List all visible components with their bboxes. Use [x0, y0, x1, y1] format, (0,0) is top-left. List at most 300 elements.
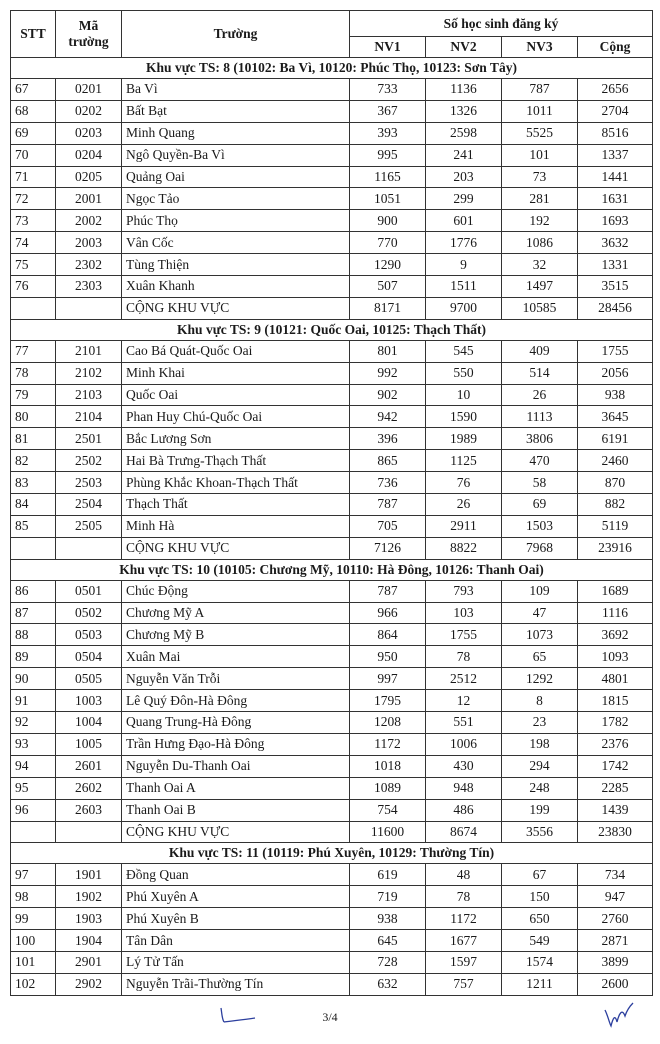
table-row [11, 210, 653, 232]
school-code-cell: 2302 [56, 254, 122, 276]
nv1-cell: 1051 [350, 188, 426, 210]
nv1-cell: 1172 [350, 733, 426, 755]
nv1-cell: 1795 [350, 690, 426, 712]
stt-cell: 88 [11, 624, 56, 646]
school-name-cell: Minh Hà [122, 515, 350, 537]
school-code-cell: 2504 [56, 494, 122, 516]
school-name-cell: Lý Tử Tấn [122, 951, 350, 973]
nv3-cell: 65 [502, 646, 578, 668]
school-code-cell: 2001 [56, 188, 122, 210]
total-label: CỘNG KHU VỰC [122, 821, 350, 843]
total-cell: 2056 [578, 362, 653, 384]
total-cell: 1755 [578, 340, 653, 362]
nv1-cell: 1290 [350, 254, 426, 276]
school-name-cell: Tân Dân [122, 930, 350, 952]
stt-cell: 77 [11, 340, 56, 362]
nv1-cell: 864 [350, 624, 426, 646]
section-row [11, 58, 653, 79]
table-row [11, 384, 653, 406]
nv1-cell: 719 [350, 886, 426, 908]
nv3-cell: 281 [502, 188, 578, 210]
stt-cell: 97 [11, 864, 56, 886]
total-cell: 6191 [578, 428, 653, 450]
nv3-cell: 101 [502, 144, 578, 166]
nv3-cell: 67 [502, 864, 578, 886]
school-code-cell: 1004 [56, 712, 122, 734]
header-truong: Trường [122, 11, 350, 58]
nv1-cell: 865 [350, 450, 426, 472]
school-code-cell: 2104 [56, 406, 122, 428]
stt-cell: 85 [11, 515, 56, 537]
nv2-cell: 2512 [426, 668, 502, 690]
nv1-cell: 619 [350, 864, 426, 886]
school-code-cell: 2002 [56, 210, 122, 232]
nv2-cell: 299 [426, 188, 502, 210]
table-row [11, 428, 653, 450]
school-code-cell: 0202 [56, 100, 122, 122]
total-cell: 1439 [578, 799, 653, 821]
stt-cell: 75 [11, 254, 56, 276]
total-cell: 2760 [578, 908, 653, 930]
nv2-cell: 1136 [426, 79, 502, 101]
total-cell: 8516 [578, 122, 653, 144]
table-row [11, 973, 653, 995]
school-name-cell: Bất Bạt [122, 100, 350, 122]
empty-cell [56, 821, 122, 843]
school-name-cell: Minh Khai [122, 362, 350, 384]
school-code-cell: 2102 [56, 362, 122, 384]
stt-cell: 90 [11, 668, 56, 690]
school-code-cell: 2101 [56, 340, 122, 362]
school-code-cell: 0204 [56, 144, 122, 166]
school-code-cell: 2501 [56, 428, 122, 450]
table-row [11, 690, 653, 712]
table-row [11, 450, 653, 472]
total-cell: 1331 [578, 254, 653, 276]
stt-cell: 81 [11, 428, 56, 450]
table-row [11, 100, 653, 122]
stt-cell: 79 [11, 384, 56, 406]
nv2-cell: 1326 [426, 100, 502, 122]
nv2-cell: 203 [426, 166, 502, 188]
stt-cell: 80 [11, 406, 56, 428]
stt-cell: 96 [11, 799, 56, 821]
stt-cell: 91 [11, 690, 56, 712]
school-code-cell: 1902 [56, 886, 122, 908]
header-group: Số học sinh đăng ký [350, 11, 653, 37]
school-name-cell: Minh Quang [122, 122, 350, 144]
stt-cell: 89 [11, 646, 56, 668]
school-code-cell: 0504 [56, 646, 122, 668]
school-code-cell: 1903 [56, 908, 122, 930]
nv1-cell: 393 [350, 122, 426, 144]
nv1-cell: 966 [350, 602, 426, 624]
school-name-cell: Thạch Thất [122, 494, 350, 516]
school-name-cell: Ngô Quyền-Ba Vì [122, 144, 350, 166]
nv1-cell: 900 [350, 210, 426, 232]
initial-signature-right [600, 1000, 636, 1030]
nv2-cell: 12 [426, 690, 502, 712]
stt-cell: 86 [11, 580, 56, 602]
school-code-cell: 2003 [56, 232, 122, 254]
school-code-cell: 1003 [56, 690, 122, 712]
school-name-cell: Nguyễn Văn Trỗi [122, 668, 350, 690]
nv1-cell: 396 [350, 428, 426, 450]
nv1-cell: 645 [350, 930, 426, 952]
stt-cell: 72 [11, 188, 56, 210]
table-row [11, 799, 653, 821]
total-cell: 5119 [578, 515, 653, 537]
school-code-cell: 0502 [56, 602, 122, 624]
empty-cell [11, 537, 56, 559]
stt-cell: 87 [11, 602, 56, 624]
table-row [11, 602, 653, 624]
registration-table [10, 10, 653, 996]
nv2-cell: 48 [426, 864, 502, 886]
total-cell: 2704 [578, 100, 653, 122]
table-row [11, 624, 653, 646]
nv1-cell: 787 [350, 494, 426, 516]
section-title: Khu vực TS: 9 (10121: Quốc Oai, 10125: Thạch Thất) [11, 319, 653, 340]
table-row [11, 580, 653, 602]
nv2-cell: 10 [426, 384, 502, 406]
nv1-cell: 950 [350, 646, 426, 668]
header-cong: Cộng [578, 37, 653, 58]
school-name-cell: Thanh Oai B [122, 799, 350, 821]
nv2-cell: 2911 [426, 515, 502, 537]
table-row [11, 886, 653, 908]
nv3-cell: 1503 [502, 515, 578, 537]
nv3-cell: 549 [502, 930, 578, 952]
stt-cell: 78 [11, 362, 56, 384]
stt-cell: 95 [11, 777, 56, 799]
nv3-cell: 198 [502, 733, 578, 755]
total-nv2: 8674 [426, 821, 502, 843]
school-code-cell: 2502 [56, 450, 122, 472]
table-row [11, 930, 653, 952]
nv3-cell: 26 [502, 384, 578, 406]
total-cell: 1441 [578, 166, 653, 188]
total-cell: 2285 [578, 777, 653, 799]
stt-cell: 70 [11, 144, 56, 166]
school-name-cell: Quốc Oai [122, 384, 350, 406]
nv2-cell: 78 [426, 646, 502, 668]
stt-cell: 68 [11, 100, 56, 122]
table-row [11, 668, 653, 690]
nv3-cell: 248 [502, 777, 578, 799]
total-cell: 1631 [578, 188, 653, 210]
total-cell: 947 [578, 886, 653, 908]
total-cell: 2871 [578, 930, 653, 952]
table-row [11, 472, 653, 494]
school-name-cell: Ba Vì [122, 79, 350, 101]
nv2-cell: 26 [426, 494, 502, 516]
empty-cell [11, 297, 56, 319]
nv3-cell: 1292 [502, 668, 578, 690]
nv3-cell: 199 [502, 799, 578, 821]
stt-cell: 74 [11, 232, 56, 254]
empty-cell [56, 537, 122, 559]
total-cell: 1116 [578, 602, 653, 624]
total-cell: 1689 [578, 580, 653, 602]
total-nv2: 8822 [426, 537, 502, 559]
nv2-cell: 1755 [426, 624, 502, 646]
total-cell: 4801 [578, 668, 653, 690]
total-cell: 734 [578, 864, 653, 886]
total-cell: 3515 [578, 276, 653, 298]
table-row [11, 188, 653, 210]
nv1-cell: 367 [350, 100, 426, 122]
nv2-cell: 241 [426, 144, 502, 166]
total-cell: 2656 [578, 79, 653, 101]
school-name-cell: Lê Quý Đôn-Hà Đông [122, 690, 350, 712]
school-name-cell: Thanh Oai A [122, 777, 350, 799]
total-nv3: 7968 [502, 537, 578, 559]
table-row [11, 276, 653, 298]
table-row [11, 755, 653, 777]
empty-cell [56, 297, 122, 319]
school-code-cell: 0203 [56, 122, 122, 144]
nv1-cell: 995 [350, 144, 426, 166]
school-code-cell: 0505 [56, 668, 122, 690]
school-name-cell: Nguyễn Trãi-Thường Tín [122, 973, 350, 995]
nv3-cell: 650 [502, 908, 578, 930]
total-cell: 3899 [578, 951, 653, 973]
nv3-cell: 1073 [502, 624, 578, 646]
nv3-cell: 1011 [502, 100, 578, 122]
school-name-cell: Nguyễn Du-Thanh Oai [122, 755, 350, 777]
nv2-cell: 1172 [426, 908, 502, 930]
school-code-cell: 2901 [56, 951, 122, 973]
nv2-cell: 1590 [426, 406, 502, 428]
nv1-cell: 507 [350, 276, 426, 298]
nv3-cell: 192 [502, 210, 578, 232]
section-total-row [11, 537, 653, 559]
school-code-cell: 1904 [56, 930, 122, 952]
empty-cell [11, 821, 56, 843]
nv3-cell: 47 [502, 602, 578, 624]
stt-cell: 71 [11, 166, 56, 188]
table-row [11, 515, 653, 537]
school-name-cell: Đồng Quan [122, 864, 350, 886]
page-number: 3/4 [322, 1010, 338, 1024]
school-code-cell: 1901 [56, 864, 122, 886]
nv1-cell: 938 [350, 908, 426, 930]
nv1-cell: 632 [350, 973, 426, 995]
nv1-cell: 801 [350, 340, 426, 362]
nv2-cell: 2598 [426, 122, 502, 144]
nv1-cell: 770 [350, 232, 426, 254]
table-row [11, 908, 653, 930]
nv1-cell: 942 [350, 406, 426, 428]
school-name-cell: Phú Xuyên A [122, 886, 350, 908]
nv2-cell: 1677 [426, 930, 502, 952]
total-nv3: 10585 [502, 297, 578, 319]
nv1-cell: 733 [350, 79, 426, 101]
table-row [11, 646, 653, 668]
nv3-cell: 69 [502, 494, 578, 516]
nv2-cell: 1125 [426, 450, 502, 472]
school-code-cell: 2601 [56, 755, 122, 777]
school-code-cell: 2603 [56, 799, 122, 821]
nv2-cell: 948 [426, 777, 502, 799]
total-label: CỘNG KHU VỰC [122, 537, 350, 559]
school-name-cell: Xuân Mai [122, 646, 350, 668]
stt-cell: 67 [11, 79, 56, 101]
nv2-cell: 545 [426, 340, 502, 362]
stt-cell: 101 [11, 951, 56, 973]
header-stt: STT [11, 11, 56, 58]
stt-cell: 73 [11, 210, 56, 232]
nv2-cell: 9 [426, 254, 502, 276]
nv2-cell: 430 [426, 755, 502, 777]
nv2-cell: 601 [426, 210, 502, 232]
school-name-cell: Vân Cốc [122, 232, 350, 254]
stt-cell: 82 [11, 450, 56, 472]
total-cell: 3645 [578, 406, 653, 428]
school-name-cell: Chúc Động [122, 580, 350, 602]
total-cell: 870 [578, 472, 653, 494]
nv2-cell: 1776 [426, 232, 502, 254]
nv3-cell: 23 [502, 712, 578, 734]
nv2-cell: 1511 [426, 276, 502, 298]
total-cell: 3692 [578, 624, 653, 646]
total-cong: 28456 [578, 297, 653, 319]
nv2-cell: 550 [426, 362, 502, 384]
table-row [11, 144, 653, 166]
section-title: Khu vực TS: 8 (10102: Ba Vì, 10120: Phúc Thọ, 10123: Sơn Tây) [11, 58, 653, 79]
school-code-cell: 0201 [56, 79, 122, 101]
nv2-cell: 793 [426, 580, 502, 602]
total-cell: 3632 [578, 232, 653, 254]
nv3-cell: 1113 [502, 406, 578, 428]
nv3-cell: 294 [502, 755, 578, 777]
total-nv1: 7126 [350, 537, 426, 559]
school-name-cell: Quang Trung-Hà Đông [122, 712, 350, 734]
school-code-cell: 0501 [56, 580, 122, 602]
school-code-cell: 2902 [56, 973, 122, 995]
school-name-cell: Bắc Lương Sơn [122, 428, 350, 450]
table-row [11, 340, 653, 362]
table-row [11, 712, 653, 734]
nv1-cell: 754 [350, 799, 426, 821]
table-row [11, 166, 653, 188]
table-body [11, 58, 653, 996]
nv1-cell: 902 [350, 384, 426, 406]
stt-cell: 100 [11, 930, 56, 952]
section-row [11, 559, 653, 580]
nv3-cell: 1497 [502, 276, 578, 298]
section-total-row [11, 821, 653, 843]
nv1-cell: 992 [350, 362, 426, 384]
initial-signature-left [218, 1006, 258, 1026]
stt-cell: 93 [11, 733, 56, 755]
school-code-cell: 2303 [56, 276, 122, 298]
school-name-cell: Tùng Thiện [122, 254, 350, 276]
table-row [11, 864, 653, 886]
total-nv1: 11600 [350, 821, 426, 843]
nv3-cell: 58 [502, 472, 578, 494]
stt-cell: 99 [11, 908, 56, 930]
school-name-cell: Phúc Thọ [122, 210, 350, 232]
school-name-cell: Phan Huy Chú-Quốc Oai [122, 406, 350, 428]
nv2-cell: 1989 [426, 428, 502, 450]
nv2-cell: 551 [426, 712, 502, 734]
school-code-cell: 1005 [56, 733, 122, 755]
stt-cell: 102 [11, 973, 56, 995]
school-code-cell: 0205 [56, 166, 122, 188]
nv1-cell: 1089 [350, 777, 426, 799]
nv1-cell: 997 [350, 668, 426, 690]
table-row [11, 494, 653, 516]
nv2-cell: 76 [426, 472, 502, 494]
header-nv1: NV1 [350, 37, 426, 58]
total-cell: 2460 [578, 450, 653, 472]
stt-cell: 94 [11, 755, 56, 777]
total-nv3: 3556 [502, 821, 578, 843]
table-row [11, 406, 653, 428]
stt-cell: 83 [11, 472, 56, 494]
school-code-cell: 2503 [56, 472, 122, 494]
total-cong: 23916 [578, 537, 653, 559]
total-cell: 1093 [578, 646, 653, 668]
nv3-cell: 73 [502, 166, 578, 188]
stt-cell: 92 [11, 712, 56, 734]
school-code-cell: 2602 [56, 777, 122, 799]
table-row [11, 232, 653, 254]
nv1-cell: 1018 [350, 755, 426, 777]
stt-cell: 76 [11, 276, 56, 298]
table-row [11, 777, 653, 799]
section-title: Khu vực TS: 10 (10105: Chương Mỹ, 10110: Hà Đông, 10126: Thanh Oai) [11, 559, 653, 580]
nv3-cell: 32 [502, 254, 578, 276]
nv2-cell: 1006 [426, 733, 502, 755]
table-row [11, 79, 653, 101]
table-row [11, 122, 653, 144]
stt-cell: 69 [11, 122, 56, 144]
school-name-cell: Trần Hưng Đạo-Hà Đông [122, 733, 350, 755]
school-name-cell: Hai Bà Trưng-Thạch Thất [122, 450, 350, 472]
school-name-cell: Cao Bá Quát-Quốc Oai [122, 340, 350, 362]
school-code-cell: 2505 [56, 515, 122, 537]
nv3-cell: 470 [502, 450, 578, 472]
nv2-cell: 78 [426, 886, 502, 908]
school-code-cell: 2103 [56, 384, 122, 406]
nv2-cell: 486 [426, 799, 502, 821]
nv3-cell: 514 [502, 362, 578, 384]
school-name-cell: Phùng Khắc Khoan-Thạch Thất [122, 472, 350, 494]
nv3-cell: 5525 [502, 122, 578, 144]
header-nv3: NV3 [502, 37, 578, 58]
nv3-cell: 409 [502, 340, 578, 362]
nv1-cell: 1208 [350, 712, 426, 734]
section-row [11, 319, 653, 340]
table-row [11, 733, 653, 755]
nv3-cell: 109 [502, 580, 578, 602]
nv3-cell: 8 [502, 690, 578, 712]
nv3-cell: 3806 [502, 428, 578, 450]
nv2-cell: 1597 [426, 951, 502, 973]
total-nv1: 8171 [350, 297, 426, 319]
table-header [11, 11, 653, 58]
total-cell: 1742 [578, 755, 653, 777]
school-name-cell: Xuân Khanh [122, 276, 350, 298]
stt-cell: 84 [11, 494, 56, 516]
section-total-row [11, 297, 653, 319]
nv1-cell: 705 [350, 515, 426, 537]
school-code-cell: 0503 [56, 624, 122, 646]
header-nv2: NV2 [426, 37, 502, 58]
